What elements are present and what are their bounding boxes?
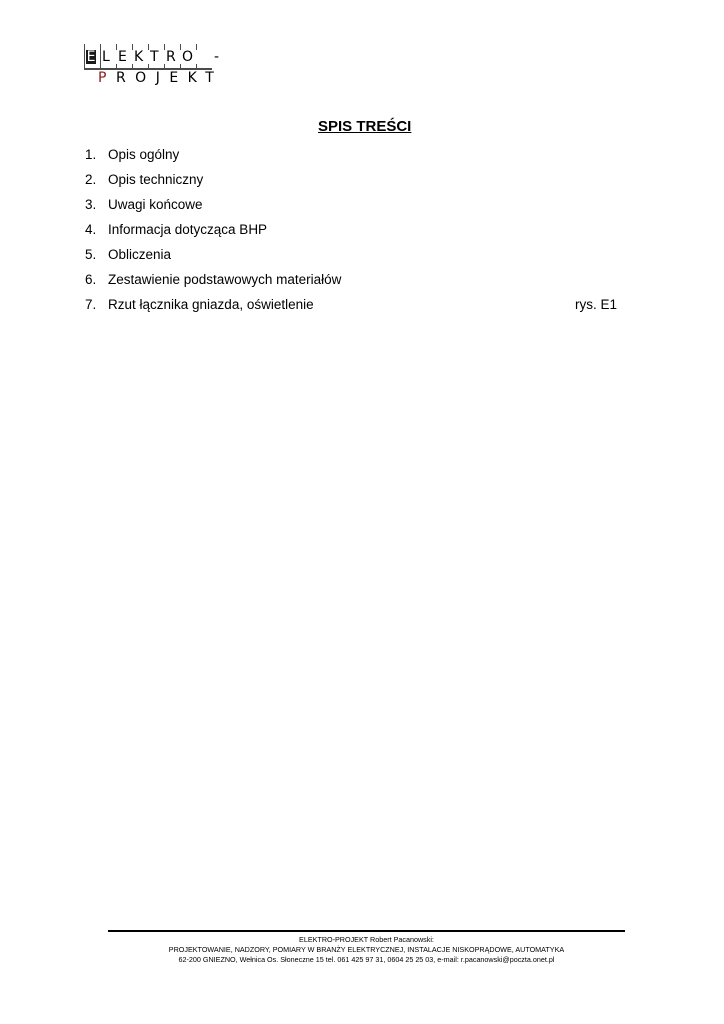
toc-item-number: 6. [85,272,97,287]
logo-letter: O [182,50,198,64]
toc-item [85,171,617,196]
footer-company-name: ELEKTRO-PROJEKT Robert Pacanowski: [299,935,434,944]
logo-letter: R [166,50,182,64]
toc-item-text: Zestawienie podstawowych materiałów [108,272,342,287]
toc-item-number: 2. [85,172,97,187]
footer-contact: 62-200 GNIEZNO, Wełnica Os. Słoneczne 15 tel. 061 425 97 31, 0604 25 25 03, e-mail: r.pacanowski@poczta.onet.pl [178,955,555,964]
logo-letter: T [150,50,166,64]
toc-item [85,146,617,171]
page-title: SPIS TREŚCI [318,118,412,135]
toc-item [85,246,617,271]
toc-item-number: 5. [85,247,97,262]
page-footer [108,935,625,965]
toc-item [85,271,617,296]
toc-item [85,196,617,221]
logo-bottom-row [98,70,223,86]
toc-item-text: Informacja dotycząca BHP [108,222,268,237]
toc-item-number: 4. [85,222,97,237]
toc-item-text: Opis techniczny [108,172,204,187]
toc-item [85,296,617,321]
toc-item-number: 7. [85,297,97,312]
toc-item [85,221,617,246]
logo-letter-p: P [98,70,116,86]
logo-letter: E [86,49,96,65]
table-of-contents [85,146,617,321]
logo-letter: E [118,50,134,64]
footer-services: PROJEKTOWANIE, NADZORY, POMIARY W BRANŻY ELEKTRYCZNEJ, INSTALACJE NISKOPRĄDOWE, AUTOMATYKA [168,945,565,954]
toc-item-number: 3. [85,197,97,212]
toc-item-number: 1. [85,147,97,162]
logo-dash: - [214,49,220,65]
logo-top-row [86,50,198,64]
toc-item-drawing-ref: rys. E1 [574,297,617,312]
logo-letter: L [102,50,118,64]
logo-letter: K [134,50,150,64]
footer-divider [108,930,625,932]
toc-item-text: Uwagi końcowe [108,197,203,212]
toc-item-text: Opis ogólny [108,147,180,162]
toc-item-text: Obliczenia [108,247,172,262]
company-logo [84,44,234,88]
logo-bottom-rest: ROJEKT [115,70,224,86]
toc-item-text: Rzut łącznika gniazda, oświetlenie [108,297,314,312]
